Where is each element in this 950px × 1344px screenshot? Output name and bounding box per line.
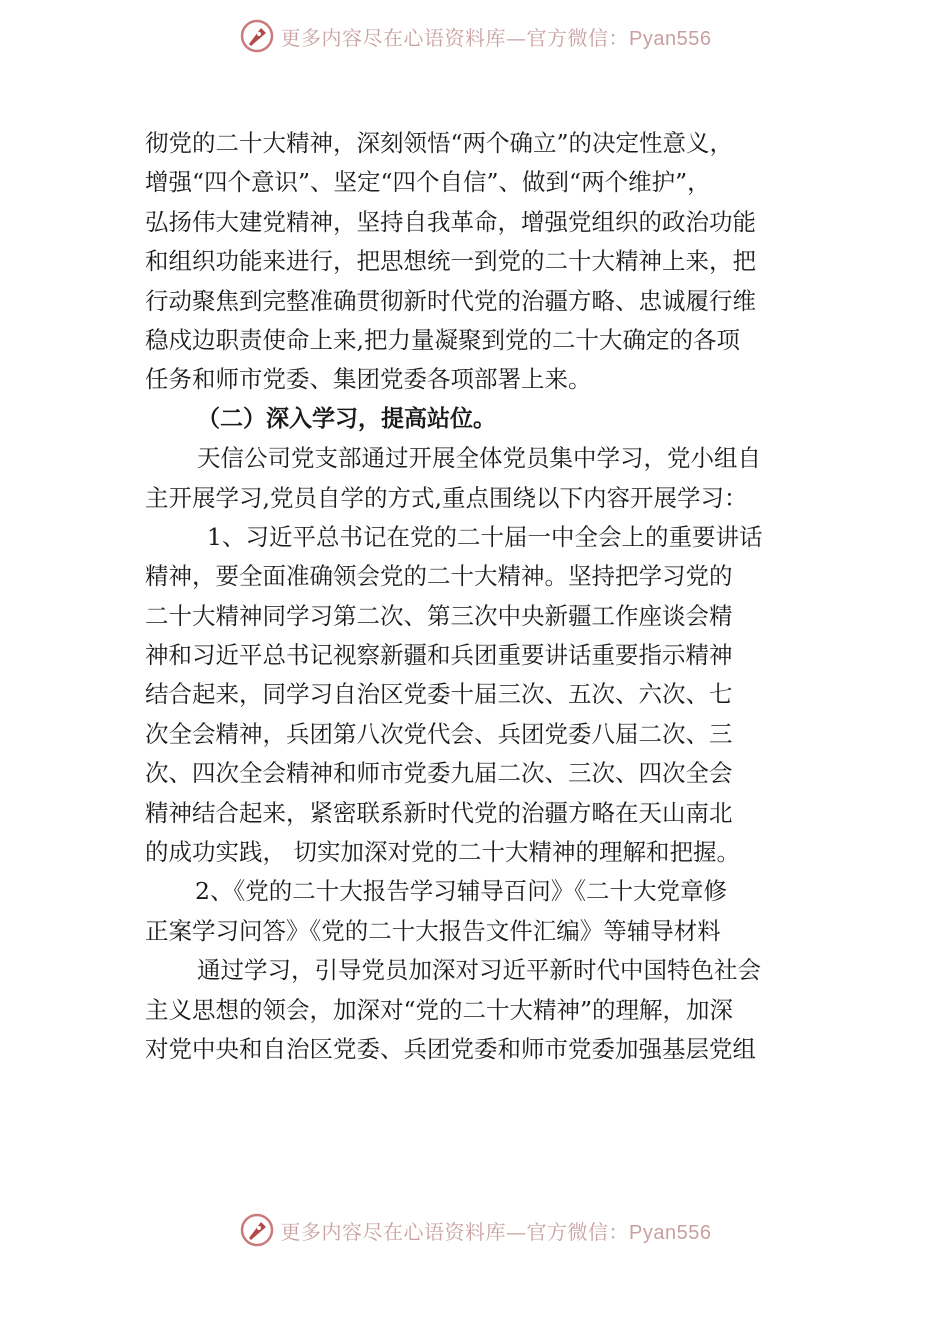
- text-line: 二十大精神同学习第二次、第三次中央新疆工作座谈会精: [145, 601, 733, 630]
- text-line: 行动聚焦到完整准确贯彻新时代党的治疆方略、忠诚履行维: [145, 286, 756, 315]
- text-line: 精神，要全面准确领会党的二十大精神。坚持把学习党的: [145, 562, 733, 591]
- text-line: 通过学习，引导党员加深对习近平新时代中国特色社会: [197, 956, 761, 985]
- pen-nib-logo-icon: [239, 1212, 275, 1248]
- watermark-banner-top: [0, 16, 950, 56]
- watermark-banner-bottom: [0, 1210, 950, 1250]
- text-line: 1、习近平总书记在党的二十届一中全会上的重要讲话: [207, 522, 763, 551]
- text-line: 正案学习问答》《党的二十大报告文件汇编》等辅导材料: [145, 916, 721, 945]
- text-line: 结合起来，同学习自治区党委十届三次、五次、六次、七: [145, 680, 733, 709]
- text-line: 次、四次全会精神和师市党委九届二次、三次、四次全会: [145, 759, 733, 788]
- text-line: 神和习近平总书记视察新疆和兵团重要讲话重要指示精神: [145, 641, 733, 670]
- text-line: 的成功实践， 切实加深对党的二十大精神的理解和把握。: [145, 838, 740, 867]
- watermark-text: 更多内容尽在心语资料库—官方微信：Pyan556: [280, 25, 712, 50]
- text-line: 彻党的二十大精神，深刻领悟“两个确立”的决定性意义，: [145, 129, 734, 157]
- text-line: 次全会精神，兵团第八次党代会、兵团党委八届二次、三: [145, 719, 733, 748]
- pen-nib-logo-icon: [239, 18, 275, 54]
- document-body: [145, 124, 810, 1069]
- text-line: 任务和师市党委、集团党委各项部署上来。: [145, 365, 592, 394]
- watermark-text: 更多内容尽在心语资料库—官方微信：Pyan556: [280, 1219, 712, 1244]
- text-line: 主义思想的领会，加深对“党的二十大精神”的理解，加深: [145, 995, 734, 1024]
- text-line: 和组织功能来进行，把思想统一到党的二十大精神上来，把: [145, 247, 756, 276]
- text-line: 稳戍边职责使命上来,把力量凝聚到党的二十大确定的各项: [145, 325, 740, 354]
- section-heading: （二）深入学习，提高站位。: [197, 405, 496, 432]
- text-line: 主开展学习,党员自学的方式,重点围绕以下内容开展学习：: [145, 483, 748, 512]
- text-line: 增强“四个意识”、坚定“四个自信”、做到“两个维护”，: [145, 168, 711, 197]
- text-line: 弘扬伟大建党精神，坚持自我革命，增强党组织的政治功能: [145, 207, 756, 236]
- text-line: 对党中央和自治区党委、兵团党委和师市党委加强基层党组: [145, 1034, 756, 1063]
- text-line: 2、《党的二十大报告学习辅导百问》《二十大党章修: [195, 877, 727, 906]
- text-line: 精神结合起来，紧密联系新时代党的治疆方略在天山南北: [145, 798, 733, 827]
- text-line: 天信公司党支部通过开展全体党员集中学习，党小组自: [197, 444, 761, 473]
